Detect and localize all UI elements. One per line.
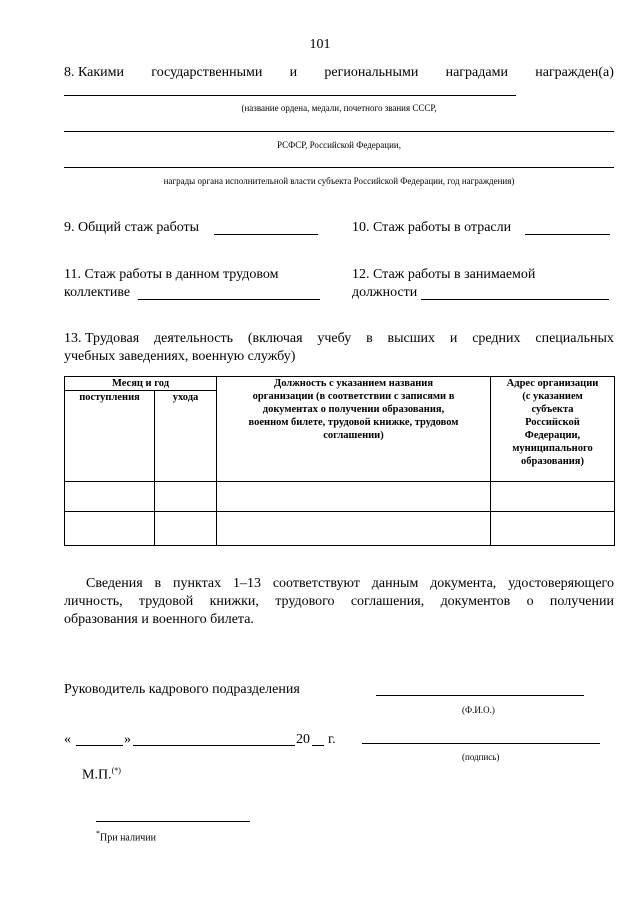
header-address-line: Российской <box>525 417 580 428</box>
header-address-line: муниципального <box>512 443 593 454</box>
header-position-line: военном билете, трудовой книжке, трудовом <box>248 417 459 428</box>
header-start: поступления <box>65 391 155 482</box>
table-cell[interactable] <box>65 512 155 546</box>
date-year-prefix: 20 <box>296 732 310 747</box>
footnote-divider <box>96 821 250 822</box>
item8-note-3: награды органа исполнительной власти субъекта Российской Федерации, год награждения) <box>163 176 515 186</box>
table-cell[interactable] <box>155 482 217 512</box>
item8-word: наградами <box>445 65 508 80</box>
header-address-line: образования) <box>521 456 584 467</box>
table-cell[interactable] <box>217 512 491 546</box>
fio-caption: (Ф.И.О.) <box>462 705 495 715</box>
item13-word: (включая <box>247 331 303 346</box>
item8-answer-line-3[interactable] <box>64 167 614 168</box>
item12-label-2: должности <box>352 285 418 300</box>
item13-line-2: учебных заведениях, военную службу) <box>64 349 296 364</box>
footnote <box>96 828 156 844</box>
item11-field-line[interactable] <box>138 299 320 300</box>
item13-word: средних <box>472 331 521 346</box>
item8-word: 8. Какими <box>64 65 125 80</box>
item8-question <box>64 64 614 81</box>
employment-table <box>64 376 615 546</box>
statement-word: о <box>526 594 534 609</box>
item13-line-1 <box>64 330 614 347</box>
item13-word: специальных <box>535 331 614 346</box>
table-cell[interactable] <box>491 512 615 546</box>
date-year-suffix: г. <box>328 732 336 747</box>
item8-note-2: РСФСР, Российской Федерации, <box>277 140 401 150</box>
item8-word: государственными <box>151 65 263 80</box>
header-address-line: Адрес организации <box>506 378 599 389</box>
header-position-line: соглашении) <box>323 430 384 441</box>
item8-word: и <box>289 65 298 80</box>
table-row <box>65 512 615 546</box>
table-cell[interactable] <box>217 482 491 512</box>
header-month-year: Месяц и год <box>65 377 217 391</box>
table-cell[interactable] <box>491 482 615 512</box>
statement-word: пунктах <box>173 576 222 591</box>
page-number: 101 <box>309 37 331 52</box>
item10-label: 10. Стаж работы в отрасли <box>352 220 512 235</box>
item8-word: награжден(а) <box>535 65 614 80</box>
header-address-line: Федерации, <box>524 430 581 441</box>
stamp-label <box>82 762 121 784</box>
item13-word: в <box>366 331 373 346</box>
header-address-line: (с указанием <box>522 391 583 402</box>
item8-note-1: (название ордена, медали, почетного звания СССР, <box>241 103 437 113</box>
statement-word: трудовой <box>138 594 194 609</box>
head-of-hr-label: Руководитель кадрового подразделения <box>64 682 300 697</box>
item12-label-1: 12. Стаж работы в занимаемой <box>352 267 536 282</box>
header-position <box>217 377 491 482</box>
item13-word: деятельность <box>153 331 234 346</box>
footnote-text: При наличии <box>100 832 157 844</box>
statement-word: книжки, <box>209 594 259 609</box>
date-day-line[interactable] <box>76 745 123 746</box>
item13-word: 13. Трудовая <box>64 331 140 346</box>
header-position-line: Должность с указанием названия <box>273 378 434 389</box>
item9-label: 9. Общий стаж работы <box>64 220 200 235</box>
signature-field-line[interactable] <box>362 743 600 744</box>
statement-word: Сведения <box>86 576 143 591</box>
fio-field-line[interactable] <box>376 695 584 696</box>
header-position-line: организации (в соответствии с записями в <box>252 391 455 402</box>
statement-word: соглашения, <box>350 594 425 609</box>
item12-field-line[interactable] <box>421 299 609 300</box>
table-cell[interactable] <box>65 482 155 512</box>
statement-word: 1–13 <box>232 576 261 591</box>
date-quote-close: » <box>124 732 131 747</box>
statement-word: личность, <box>64 594 123 609</box>
statement-word: документа, <box>430 576 497 591</box>
date-quote-open: « <box>64 732 71 747</box>
signature-caption: (подпись) <box>462 752 500 762</box>
statement-word: трудового <box>275 594 335 609</box>
item11-label-2: коллективе <box>64 285 131 300</box>
item13-word: и <box>449 331 458 346</box>
table-cell[interactable] <box>155 512 217 546</box>
item13-word: высших <box>387 331 436 346</box>
header-address <box>491 377 615 482</box>
statement-line-1 <box>86 575 614 592</box>
header-position-line: документах о получении образования, <box>262 404 445 415</box>
item8-answer-line-2[interactable] <box>64 131 614 132</box>
item8-answer-line-1[interactable] <box>64 95 516 96</box>
date-month-line[interactable] <box>133 745 295 746</box>
date-year-line[interactable] <box>312 745 324 746</box>
item9-field-line[interactable] <box>214 234 318 235</box>
statement-word: данным <box>371 576 419 591</box>
item8-word: региональными <box>324 65 419 80</box>
stamp-text: М.П. <box>82 767 112 783</box>
item10-field-line[interactable] <box>525 234 610 235</box>
statement-line-3: образования и военного билета. <box>64 612 254 627</box>
table-row <box>65 482 615 512</box>
statement-word: документов <box>440 594 511 609</box>
item11-label-1: 11. Стаж работы в данном трудовом <box>64 267 279 282</box>
footnote-marker: * <box>96 829 100 838</box>
stamp-marker: (*) <box>111 766 121 775</box>
statement-word: соответствуют <box>272 576 360 591</box>
item13-word: учебу <box>317 331 352 346</box>
statement-line-2 <box>64 593 614 610</box>
statement-word: получении <box>549 594 614 609</box>
statement-word: удостоверяющего <box>508 576 614 591</box>
header-address-line: субъекта <box>531 404 574 415</box>
header-end: ухода <box>155 391 217 482</box>
statement-word: в <box>154 576 162 591</box>
